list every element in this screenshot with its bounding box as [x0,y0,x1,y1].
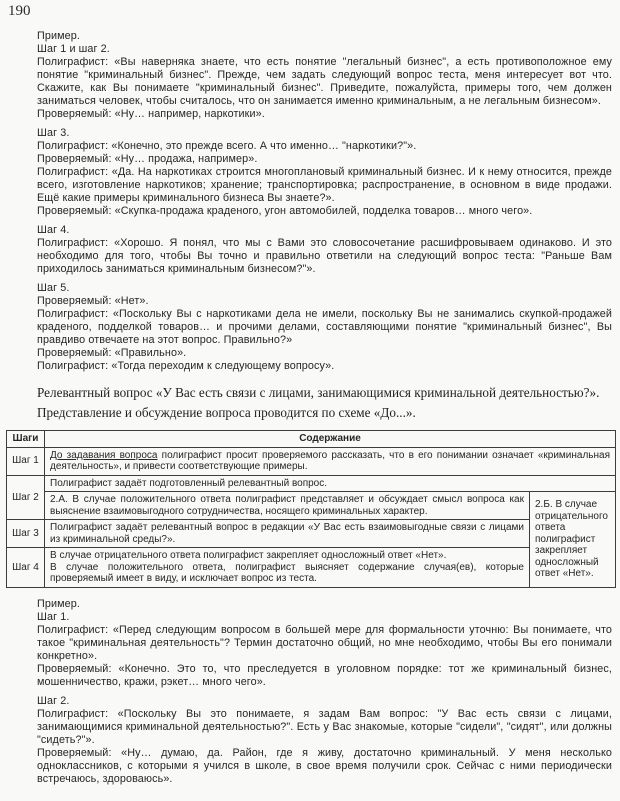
header-content: Содержание [45,431,616,448]
step1-rest-text: полиграфист просит проверяемого рассказать, что в его понимании означает «криминальная деятельность», и привести соответствующие примеры. [50,449,610,472]
dialogue-line: Проверяемый: «Скупка-продажа краденого, угон автомобилей, подделка товаров… много чего». [37,205,533,217]
table-row-step-2-split [7,492,616,520]
note-line: Представление и обсуждение вопроса проводится по схеме «До...». [37,405,416,420]
dialogue-line: Проверяемый: «Нет». [37,295,149,307]
step4-line: В случае положительного ответа, полиграфист выясняет содержание случая(ев), которые проверяемый имеет в виду, и исключает вопрос из теста. [50,561,524,584]
step4-line: В случае отрицательного ответа полиграфист закрепляет односложный ответ «Нет». [50,550,447,561]
note-line: Релевантный вопрос «У Вас есть связи с лицами, занимающимися криминальной деятельностью?». [37,385,600,400]
dialogue-line: Проверяемый: «Ну… продажа, например». [37,153,258,165]
step-label: Шаг 1. [37,610,70,623]
dialogue-block-example2-step-1 [37,598,612,689]
header-steps: Шаги [7,431,45,448]
dialogue-block-step-3 [37,127,612,218]
dialogue-line: Проверяемый: «Ну… думаю, да. Район, где я живу, достаточно криминальный. У меня несколько одноклассников, с которыми я учился в школе, в свое время получили срок. Сейчас с ними периодически встречаюсь, здороваюсь». [37,746,612,785]
step-label: Шаг 2. [37,694,70,707]
upper-text-column [37,0,612,373]
dialogue-block-step-5 [37,282,612,373]
table-header-row [7,431,616,448]
step-label-cell: Шаг 2 [7,475,45,520]
dialogue-block-step-4 [37,224,612,276]
step-label-cell: Шаг 1 [7,447,45,475]
dialogue-line: Полиграфист: «Поскольку Вы с наркотиками дела не имели, поскольку Вы не занимались скупкой-продажей краденого, подделкой товаров… и прочими делами, составляющими понятие "криминальный бизнес", Вы правдиво отвечаете на этот вопрос. Правильно?» [37,308,612,346]
steps-table [6,430,616,588]
dialogue-line: Полиграфист: «Поскольку Вы это понимаете, я задам Вам вопрос: "У Вас есть связи с лицами, занимающимися криминальной деятельностью?". Есть у Вас знакомые, которые "сидели", "сидят", или должны "сидеть?"». [37,707,612,746]
dialogue-line: Полиграфист: «Хорошо. Я понял, что мы с Вами это словосочетание расшифровываем одинаково. И это необходимо для того, чтобы Вы точно и правильно ответили на следующий вопрос теста: "Раньше Вам приходилось заниматься криминальным бизнесом?"». [37,237,612,275]
table-row-step-4 [7,548,616,588]
step-label-cell: Шаг 4 [7,548,45,588]
lower-text-column [37,598,612,786]
step-label: Шаг 5. [37,282,70,294]
step-content-cell [45,447,616,475]
step-content-cell: Полиграфист задаёт релевантный вопрос в редакции «У Вас есть взаимовыгодные связи с лицами из криминальной среды?». [45,520,530,548]
dialogue-line: Полиграфист: «Конечно, это прежде всего. А что именно… "наркотики?"». [37,140,417,152]
step-content-cell [45,548,530,588]
dialogue-line: Проверяемый: «Ну… например, наркотики». [37,108,265,120]
dialogue-line: Полиграфист: «Вы наверняка знаете, что есть понятие "легальный бизнес", а есть противоположное ему понятие "криминальный бизнес". Прежде, чем задать следующий вопрос теста, меня интересует вот что. Скажите, как Вы понимаете "криминальный бизнес". Приведите, пожалуйста, примеры того, чем должен заниматься человек, чтобы считалось, что он занимается именно криминальным, а не легальным бизнесом». [37,56,612,107]
step-content-cell: Полиграфист задаёт подготовленный релевантный вопрос. [45,475,616,492]
example-heading: Пример. [37,597,80,610]
underlined-phrase: До задавания вопроса [50,449,158,461]
negative-answer-note-cell: 2.Б. В случае отрицательного ответа полиграфист закрепляет односложный ответ «Нет». [529,492,615,588]
step-label: Шаг 4. [37,224,70,236]
example-heading: Пример. [37,30,80,42]
table-row-step-3 [7,520,616,548]
positive-answer-cell: 2.А. В случае положительного ответа полиграфист представляет и обсуждает смысл вопроса как выяснение взаимовыгодного сотрудничества, носящего криминальных характер. [45,492,530,520]
dialogue-line: Проверяемый: «Конечно. Это то, что преследуется в уголовном порядке: тот же криминальный бизнес, мошенничество, кражи, рэкет… много чего». [37,662,612,688]
dialogue-line: Проверяемый: «Правильно». [37,347,187,359]
relevant-question-note [37,383,616,423]
dialogue-block-example2-step-2 [37,695,612,786]
step-label: Шаг 1 и шаг 2. [37,43,110,55]
page-number: 190 [8,3,31,19]
dialogue-line: Полиграфист: «Тогда переходим к следующему вопросу». [37,360,335,372]
step-label: Шаг 3. [37,127,70,139]
dialogue-line: Полиграфист: «Перед следующим вопросом в большей мере для формальности уточню: Вы понимаете, что такое "криминальная деятельность"? Термин достаточно общий, но мне необходимо, чтобы Вы его понимали конкретно». [37,623,612,662]
dialogue-line: Полиграфист: «Да. На наркотиках строится многоплановый криминальный бизнес. И к нему относится, прежде всего, изготовление наркотиков; хранение; транспортировка; распространение, в основном в виде продажи. Ещё какие примеры криминального бизнеса Вы знаете?». [37,166,612,204]
step-label-cell: Шаг 3 [7,520,45,548]
table-row-step-1 [7,447,616,475]
dialogue-block-steps-1-2 [37,30,612,121]
table-row-step-2-top [7,475,616,492]
